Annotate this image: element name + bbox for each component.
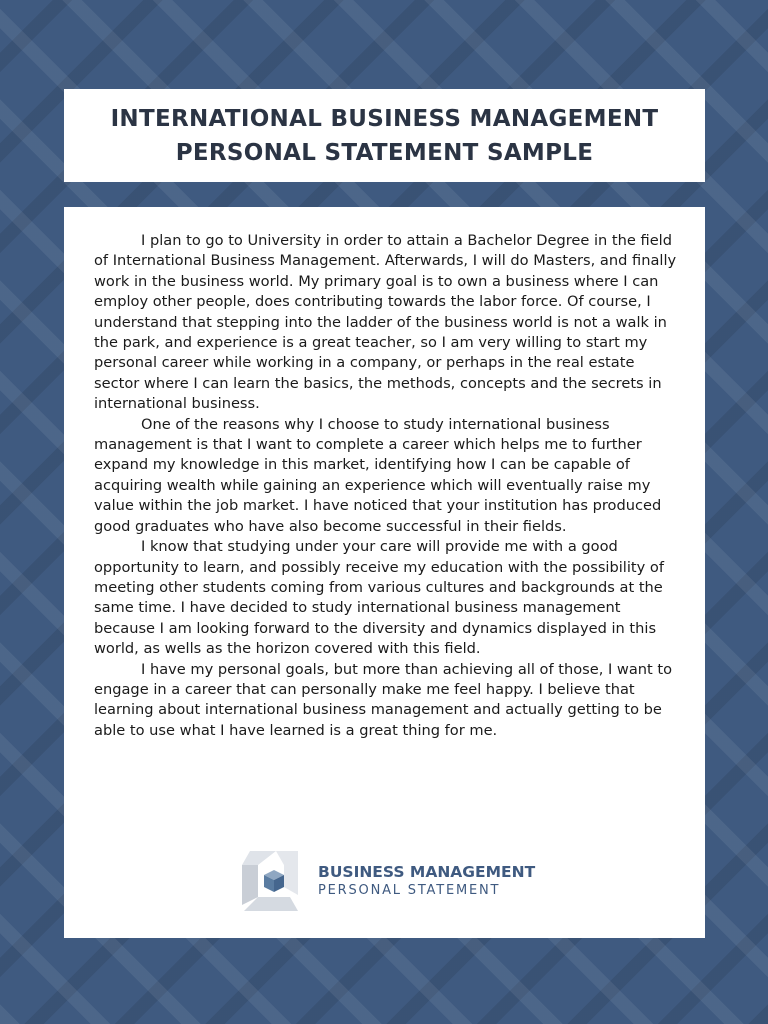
paragraph-3: I know that studying under your care will provide me with a good opportunity to learn, and possibly receive my education with the possibility of meeting other students coming from various cultures and backgrounds at the same time. I have decided to study international business management because I am looking forward to the diversity and dynamics displayed in this world, as wells as the horizon covered with this field. bbox=[94, 538, 664, 658]
brand-logo bbox=[236, 845, 535, 917]
statement-text bbox=[94, 231, 680, 741]
paragraph-2: One of the reasons why I choose to study international business management is that I want to complete a career which helps me to further expand my knowledge in this market, identifying how I can be capable of acquiring wealth while gaining an experience which will eventually raise my value within the job market. I have noticed that your institution has produced good graduates who have also become successful in their fields. bbox=[94, 415, 662, 535]
logo-title: BUSINESS MANAGEMENT bbox=[318, 863, 536, 881]
title-banner bbox=[64, 89, 705, 182]
page-title-line-1: INTERNATIONAL BUSINESS MANAGEMENT bbox=[110, 105, 659, 132]
paragraph-1: I plan to go to University in order to attain a Bachelor Degree in the field of International Business Management. Afterwards, I will do Masters, and finally work in the business world. My primary goal is to own a business where I can employ other people, does contributing towards the labor force. Of course, I understand that stepping into the ladder of the business world is not a walk in the park, and experience is a great teacher, so I am very willing to start my personal career while working in a company, or perhaps in the real estate sector where I can learn the basics, the methods, concepts and the secrets in international business. bbox=[94, 232, 677, 413]
paragraph-4: I have my personal goals, but more than achieving all of those, I want to engage in a career that can personally make me feel happy. I believe that learning about international business management and actually getting to be able to use what I have learned is a great thing for me. bbox=[94, 660, 673, 739]
cube-logo-icon bbox=[236, 845, 308, 917]
logo-subtitle: PERSONAL STATEMENT bbox=[318, 883, 501, 898]
page-title-line-2: PERSONAL STATEMENT SAMPLE bbox=[175, 139, 594, 166]
statement-card bbox=[64, 207, 705, 938]
